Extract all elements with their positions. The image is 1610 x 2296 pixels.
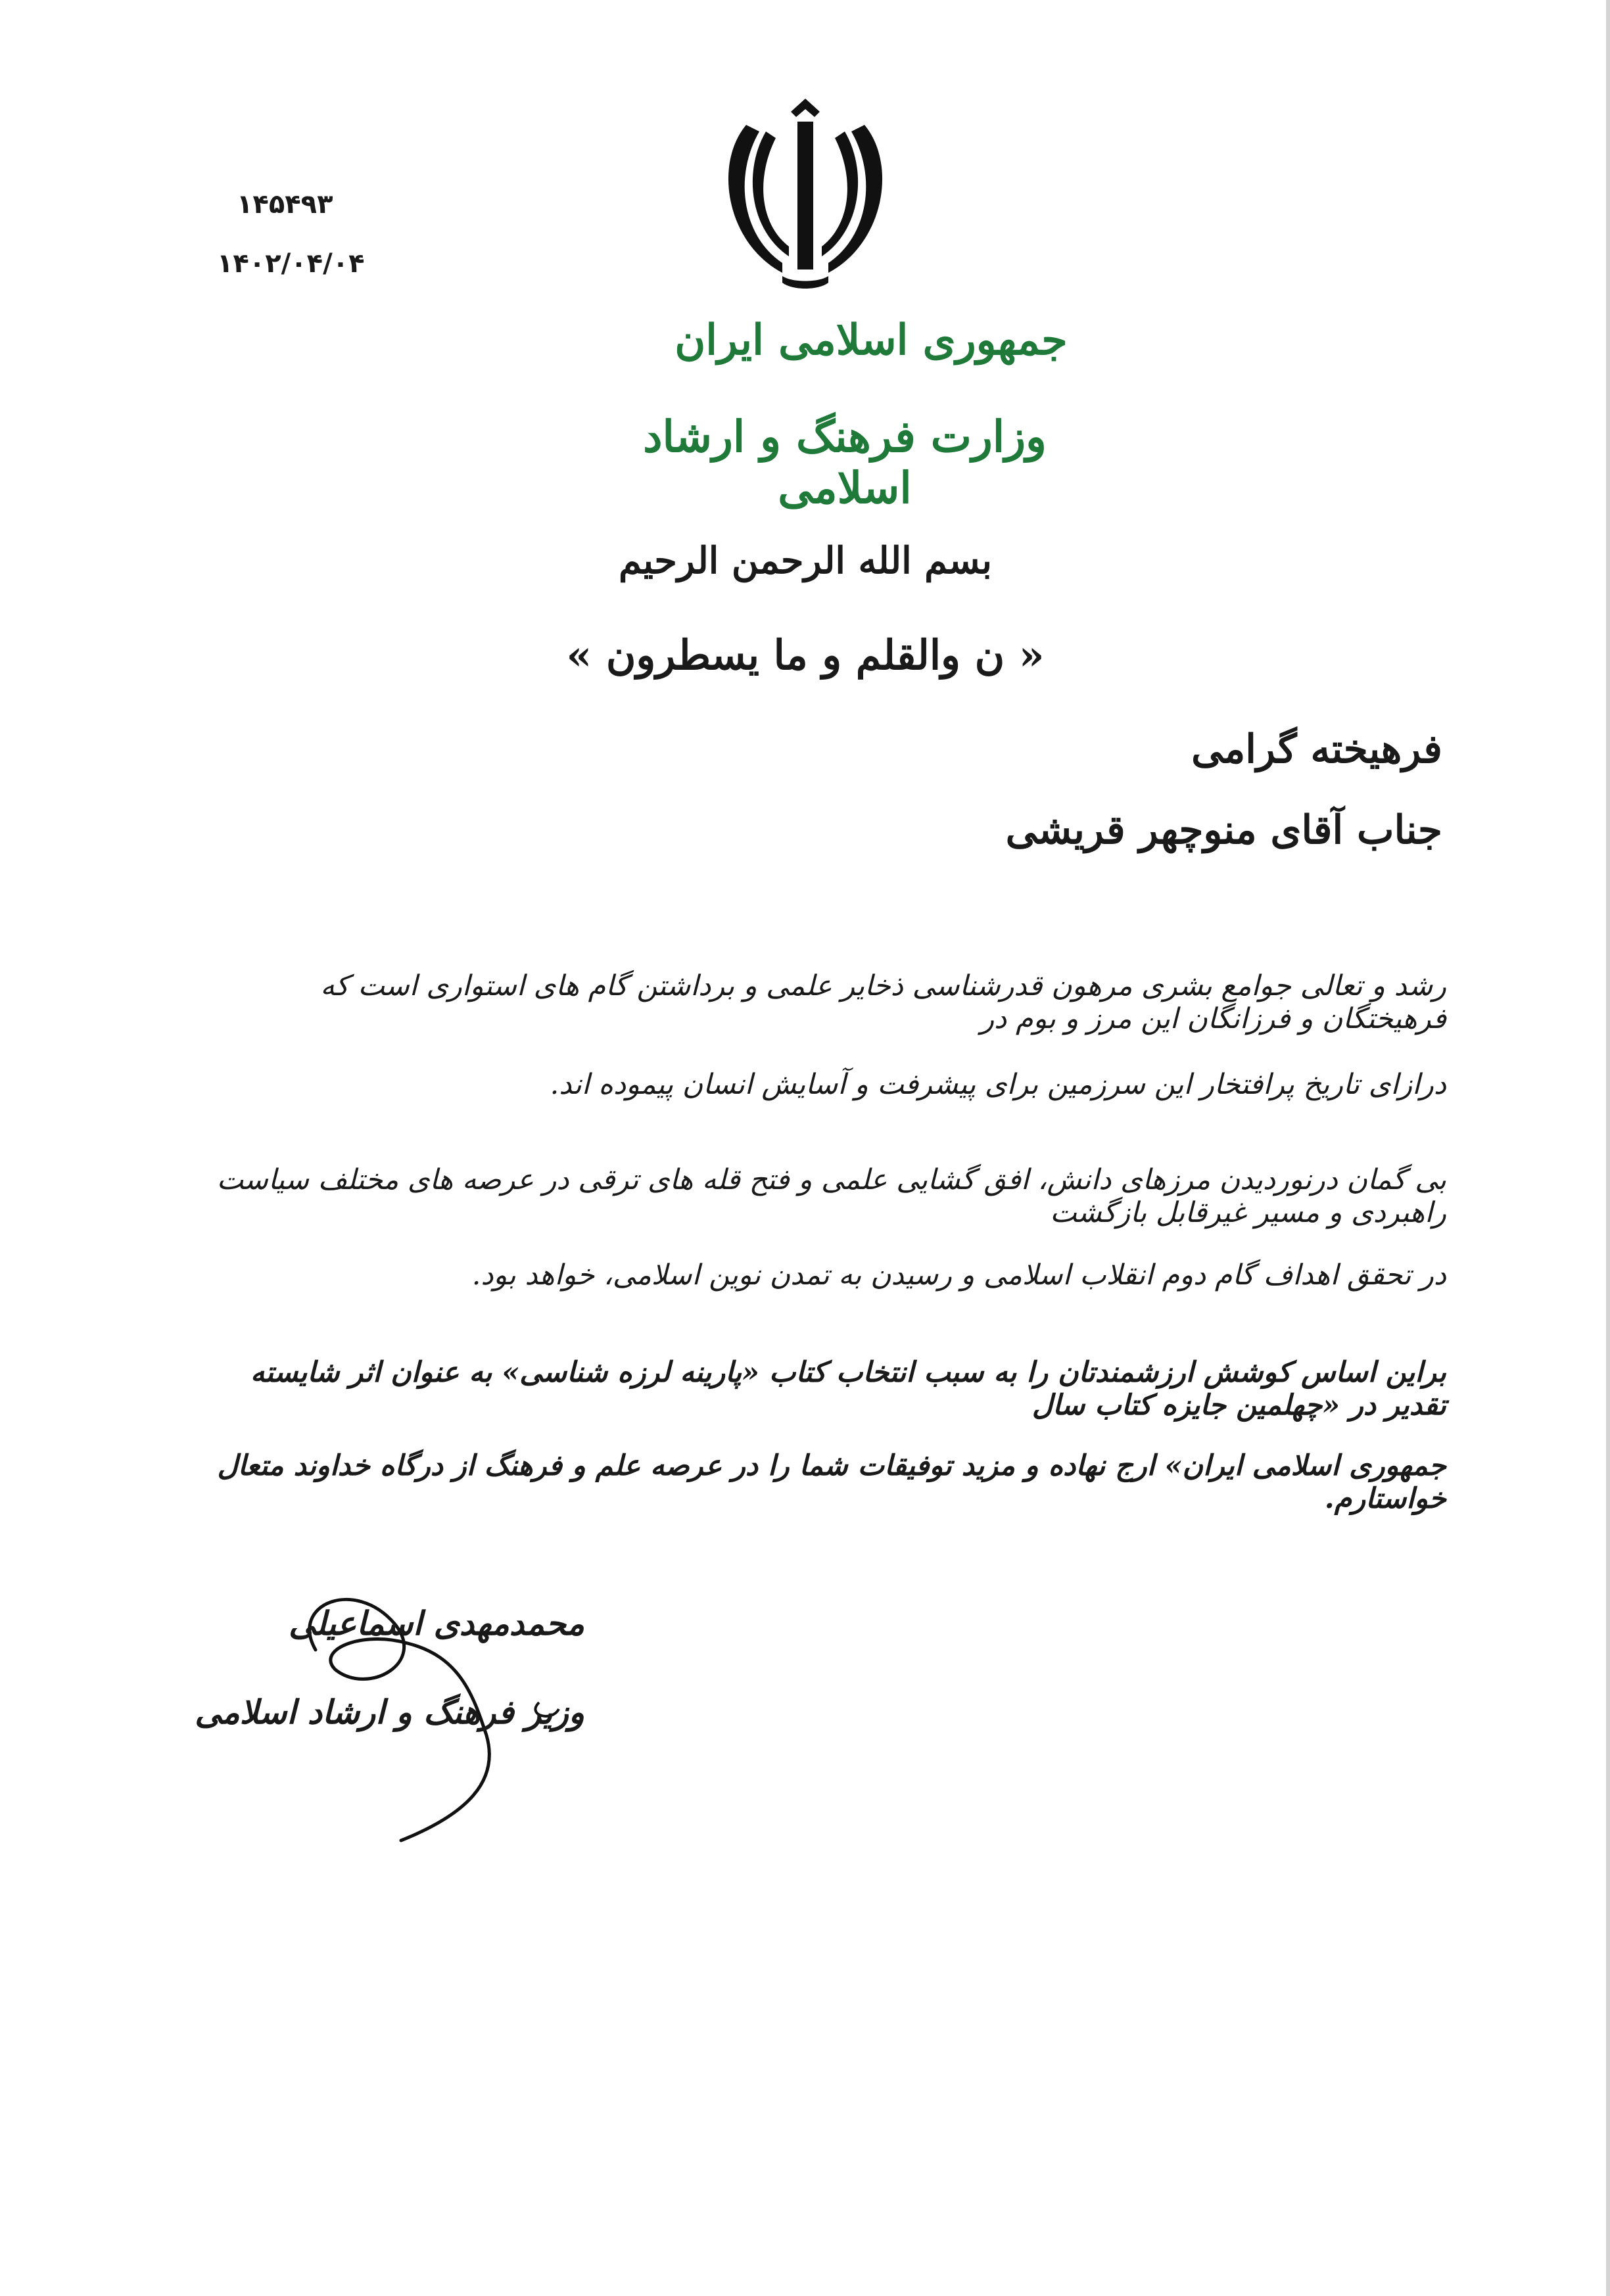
body-line: جمهوری اسلامی ایران» ارج نهاده و مزید توفیقات شما را در عرصه علم و فرهنگ از درگاه خداوند متعال خواستارم. xyxy=(217,1449,1446,1515)
republic-title: جمهوری اسلامی ایران xyxy=(675,316,1068,365)
body-line: در تحقق اهداف گام دوم انقلاب اسلامی و رسیدن به تمدن نوین اسلامی، خواهد بود. xyxy=(471,1259,1446,1292)
quran-verse: « ن والقلم و ما یسطرون » xyxy=(566,631,1045,679)
body-line: براین اساس کوشش ارزشمندتان را به سبب انتخاب کتاب «پارینه لرزه شناسی» به عنوان اثر شایسته تقدیر در «چهلمین جایزه کتاب سال xyxy=(250,1356,1446,1422)
body-line: رشد و تعالی جوامع بشری مرهون قدرشناسی ذخایر علمی و برداشتن گام های استواری است که فرهیختگان و فرزانگان این مرز و بوم در xyxy=(320,970,1446,1035)
iran-emblem-icon xyxy=(720,85,891,296)
basmala: بسم الله الرحمن الرحیم xyxy=(619,539,992,582)
salutation-honorific: فرهیخته گرامی xyxy=(1191,726,1442,772)
page-edge-shadow xyxy=(1606,0,1610,2296)
letter-number: ۱۴۵۴۹۳ xyxy=(237,189,333,220)
ministry-title: وزارت فرهنگ و ارشاد اسلامی xyxy=(643,411,1047,513)
body-line: بی گمان درنوردیدن مرزهای دانش، افق گشایی علمی و فتح قله های ترقی در عرصه های مختلف سیاست راهبردی و مسیر غیرقابل بازگشت xyxy=(216,1163,1446,1229)
recipient-name: جناب آقای منوچهر قریشی xyxy=(1005,807,1442,853)
signer-name: محمدمهدی اسماعیلی xyxy=(289,1604,584,1643)
signer-title: وزیر فرهنگ و ارشاد اسلامی xyxy=(195,1693,584,1731)
body-line: درازای تاریخ پرافتخار این سرزمین برای پیشرفت و آسایش انسان پیموده اند. xyxy=(550,1068,1446,1101)
letter-date: ۱۴۰۲/۰۴/۰۴ xyxy=(217,248,365,279)
